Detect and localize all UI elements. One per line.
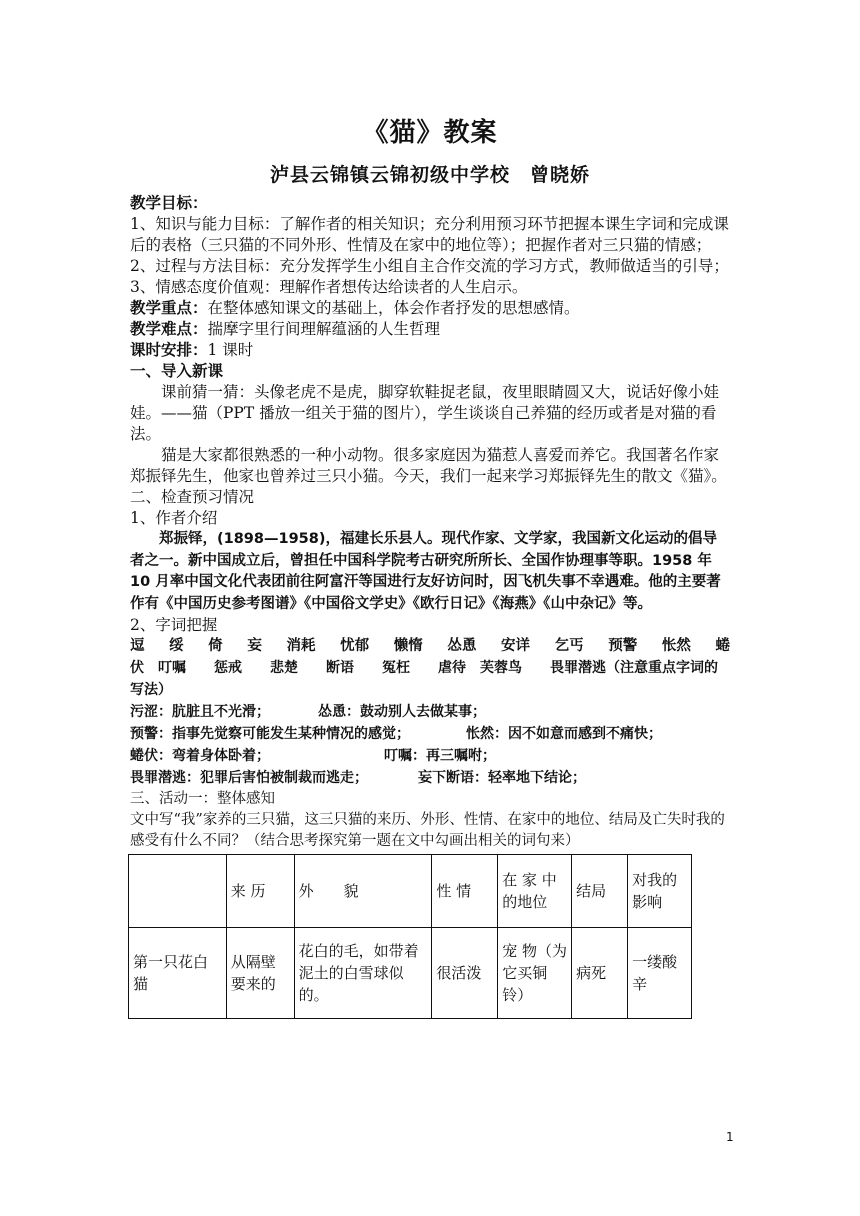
key-point bbox=[130, 298, 730, 319]
definition-right: 叮嘱：再三嘱咐； bbox=[384, 748, 496, 764]
vocab-words-line-1 bbox=[130, 636, 730, 657]
definition-left: 预警：指事先觉察可能发生某种情况的感觉； bbox=[130, 726, 410, 742]
vocab-word: 预警 bbox=[608, 638, 638, 654]
definition-right: 怂恿：鼓动别人去做某事； bbox=[318, 704, 486, 720]
definition-left: 畏罪潜逃：犯罪后害怕被制裁而逃走； bbox=[130, 770, 368, 786]
definition-row bbox=[130, 767, 730, 789]
vocab-word: 逗 bbox=[130, 638, 145, 654]
table-header-cell: 在 家 中 的地位 bbox=[498, 855, 572, 928]
vocab-word: 安详 bbox=[501, 638, 530, 654]
vocab-word: 怅然 bbox=[661, 638, 691, 654]
table-cell: 很活泼 bbox=[432, 928, 498, 1019]
table-row bbox=[129, 928, 692, 1019]
table-cell: 第一只花白猫 bbox=[129, 928, 227, 1019]
table-header-cell: 结局 bbox=[572, 855, 628, 928]
section1-para-2: 猫是大家都很熟悉的一种小动物。很多家庭因为猫惹人喜爱而养它。我国著名作家郑振铎先生，他家也曾养过三只小猫。今天，我们一起来学习郑振铎先生的散文《猫》。 bbox=[130, 446, 727, 485]
schedule-text: 1 课时 bbox=[207, 341, 254, 359]
table-header-cell: 对我的影响 bbox=[628, 855, 692, 928]
author-intro-heading: 1、作者介绍 bbox=[130, 509, 218, 527]
key-point-label: 教学重点： bbox=[130, 299, 208, 317]
difficult-point-text: 揣摩字里行间理解蕴涵的人生哲理 bbox=[207, 320, 441, 338]
section1-para-1: 课前猜一猜：头像老虎不是虎，脚穿软鞋捉老鼠，夜里眼睛圆又大，说话好像小娃娃。——猫（PPT 播放一组关于猫的图片），学生谈谈自己养猫的经历或者是对猫的看法。 bbox=[130, 383, 720, 443]
vocab-word: 忧郁 bbox=[340, 638, 370, 654]
goal-2: 2、过程与方法目标：充分发挥学生小组自主合作交流的学习方式，教师做适当的引导； bbox=[130, 257, 729, 275]
vocab-word: 怂恿 bbox=[447, 638, 477, 654]
key-point-text: 在整体感知课文的基础上，体会作者抒发的思想感情。 bbox=[207, 299, 580, 317]
schedule bbox=[130, 340, 730, 361]
definition-left: 蜷伏：弯着身体卧着； bbox=[130, 748, 270, 764]
definition-left: 污涩：肮脏且不光滑； bbox=[130, 704, 270, 720]
document-body bbox=[130, 193, 730, 852]
vocab-word: 妄 bbox=[247, 638, 262, 654]
section3-heading: 三、活动一：整体感知 bbox=[130, 791, 275, 807]
vocab-words-line-2: 伏 叮嘱 惩戒 悲楚 断语 冤枉 虐待 芙蓉鸟 畏罪潜逃（注意重点字词的写法） bbox=[130, 660, 718, 698]
definition-right: 妄下断语：轻率地下结论； bbox=[418, 770, 586, 786]
goals-heading: 教学目标： bbox=[130, 194, 208, 212]
table-cell: 从隔壁要来的 bbox=[226, 928, 294, 1019]
page-number: 1 bbox=[726, 1130, 734, 1144]
vocab-word: 倚 bbox=[208, 638, 223, 654]
section1-heading: 一、导入新课 bbox=[130, 362, 224, 380]
table-header-row bbox=[129, 855, 692, 928]
table-cell: 花白的毛，如带着泥土的白雪球似的。 bbox=[294, 928, 432, 1019]
section2-heading: 二、检查预习情况 bbox=[130, 488, 255, 506]
table-header-cell: 来 历 bbox=[226, 855, 294, 928]
definition-row bbox=[130, 723, 730, 745]
definition-row bbox=[130, 701, 730, 723]
table-cell: 宠 物（为它买铜铃） bbox=[498, 928, 572, 1019]
author-line: 泸县云锦镇云锦初级中学校 曾晓娇 bbox=[269, 164, 590, 186]
table-cell: 一缕酸辛 bbox=[628, 928, 692, 1019]
vocab-word: 乞丐 bbox=[554, 638, 584, 654]
cat-comparison-table bbox=[128, 854, 692, 1019]
document-title: 《猫》教案 bbox=[362, 118, 498, 148]
vocab-word: 懒惰 bbox=[393, 638, 423, 654]
table-header-cell: 性 情 bbox=[432, 855, 498, 928]
vocab-heading: 2、字词把握 bbox=[130, 616, 218, 634]
goal-1: 1、知识与能力目标：了解作者的相关知识；充分利用预习环节把握本课生字词和完成课后的表格（三只猫的不同外形、性情及在家中的地位等）；把握作者对三只猫的情感； bbox=[130, 215, 729, 254]
vocab-word: 蜷 bbox=[715, 638, 730, 654]
schedule-label: 课时安排： bbox=[130, 341, 208, 359]
section3-prompt: 文中写“我”家养的三只猫，这三只猫的来历、外形、性情、在家中的地位、结局及亡失时我的感受有什么不同？（结合思考探究第一题在文中勾画出相关的词句来） bbox=[130, 812, 725, 849]
difficult-point bbox=[130, 319, 730, 340]
goal-3: 3、情感态度价值观：理解作者想传达给读者的人生启示。 bbox=[130, 278, 528, 296]
definition-right: 怅然：因不如意而感到不痛快； bbox=[466, 726, 662, 742]
vocab-word: 消耗 bbox=[286, 638, 316, 654]
table-header-cell: 外 貌 bbox=[294, 855, 432, 928]
vocab-word: 绥 bbox=[169, 638, 184, 654]
table-cell: 病死 bbox=[572, 928, 628, 1019]
definition-row bbox=[130, 745, 730, 767]
difficult-point-label: 教学难点： bbox=[130, 320, 208, 338]
author-bio: 郑振铎，(1898—1958)，福建长乐县人。现代作家、文学家，我国新文化运动的倡导者之一。新中国成立后，曾担任中国科学院考古研究所所长、全国作协理事等职。1958 年 10 月率中国文化代表团前往阿富汗等国进行友好访问时，因飞机失事不幸遇难。他的主要著作有《中国历史参考图谱》《中国俗文学史》《欧行日记》《海燕》《山中杂记》等。 bbox=[130, 531, 721, 612]
table-header-cell bbox=[129, 855, 227, 928]
